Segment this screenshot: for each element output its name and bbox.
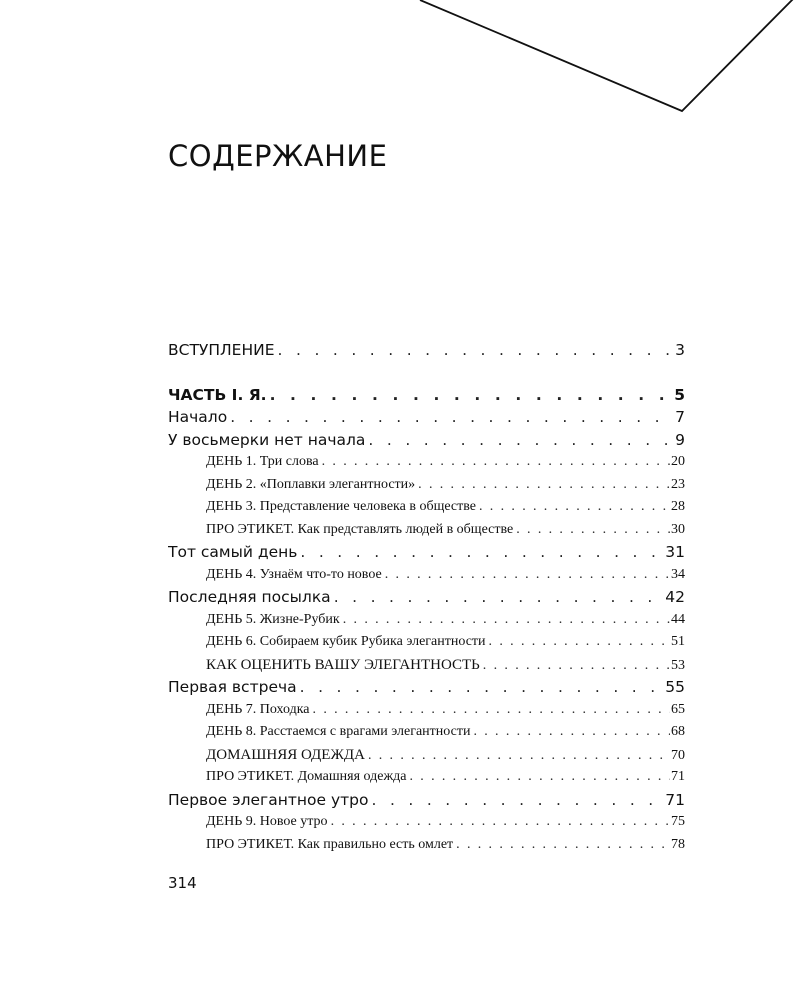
toc-entry-label: ДЕНЬ 5. Жизне-Рубик xyxy=(206,611,340,627)
toc-entry-label: ВСТУПЛЕНИЕ xyxy=(168,341,275,359)
toc-entry[interactable] xyxy=(168,339,685,362)
toc-entry[interactable] xyxy=(168,496,685,519)
toc-entry[interactable] xyxy=(168,541,685,564)
toc-entry-page: 28 xyxy=(671,499,685,514)
dot-leader xyxy=(278,339,675,362)
toc-entry-label: ДЕНЬ 3. Представление человека в обществе xyxy=(206,499,476,514)
dot-leader xyxy=(230,406,674,429)
toc-entry[interactable] xyxy=(168,766,685,789)
toc-entry-page: 75 xyxy=(671,814,685,829)
page-title: СОДЕРЖАНИЕ xyxy=(168,139,388,173)
toc-entry[interactable] xyxy=(168,474,685,497)
dot-leader xyxy=(334,586,665,609)
table-of-contents xyxy=(168,339,685,856)
dot-leader xyxy=(516,519,670,542)
toc-entry-label: ПРО ЭТИКЕТ. Как правильно есть омлет xyxy=(206,836,454,852)
toc-entry-page: 5 xyxy=(674,385,685,404)
toc-entry-label: ДЕНЬ 1. Три слова xyxy=(206,454,319,469)
toc-entry[interactable] xyxy=(168,519,685,542)
toc-entry[interactable] xyxy=(168,654,685,677)
toc-entry-label: Тот самый день xyxy=(168,543,298,561)
dot-leader xyxy=(322,451,670,474)
toc-entry-page: 44 xyxy=(671,611,685,627)
toc-entry[interactable] xyxy=(168,586,685,609)
dot-leader xyxy=(313,699,670,722)
toc-entry-page: 53 xyxy=(671,657,685,673)
toc-entry-label: ПРО ЭТИКЕТ. Домашняя одежда xyxy=(206,769,407,784)
toc-entry[interactable] xyxy=(168,609,685,632)
dot-leader xyxy=(368,429,674,452)
toc-entry[interactable] xyxy=(168,406,685,429)
toc-entry-page: 30 xyxy=(671,521,685,537)
toc-entry-page: 31 xyxy=(665,543,685,561)
toc-entry[interactable] xyxy=(168,834,685,857)
toc-entry[interactable] xyxy=(168,451,685,474)
toc-entry-page: 68 xyxy=(671,724,685,739)
toc-entry-label: ПРО ЭТИКЕТ. Как представлять людей в обществе xyxy=(206,521,514,537)
toc-entry[interactable] xyxy=(168,429,685,452)
toc-entry-label: ЧАСТЬ I. Я. xyxy=(168,385,267,404)
toc-entry-page: 55 xyxy=(665,678,685,696)
dot-leader xyxy=(343,609,670,632)
toc-entry[interactable] xyxy=(168,384,685,407)
toc-entry-label: Первое элегантное утро xyxy=(168,790,369,809)
toc-entry-page: 7 xyxy=(675,408,685,426)
dot-leader xyxy=(456,834,670,857)
dot-leader xyxy=(331,811,670,834)
dot-leader xyxy=(300,676,665,699)
corner-line-decoration xyxy=(0,0,800,130)
dot-leader xyxy=(473,721,670,744)
toc-entry[interactable] xyxy=(168,699,685,722)
toc-entry-page: 20 xyxy=(671,454,685,469)
toc-entry-label: ДЕНЬ 2. «Поплавки элегантности» xyxy=(206,476,416,492)
toc-entry-label: ДЕНЬ 8. Расстаемся с врагами элегантности xyxy=(206,724,471,739)
toc-entry[interactable] xyxy=(168,744,685,767)
toc-entry-page: 78 xyxy=(671,836,685,852)
dot-leader xyxy=(368,745,670,767)
toc-entry[interactable] xyxy=(168,811,685,834)
dot-leader xyxy=(300,541,664,564)
toc-entry-page: 9 xyxy=(675,430,685,449)
toc-entry-page: 71 xyxy=(665,790,685,809)
toc-entry-label: У восьмерки нет начала xyxy=(168,430,366,449)
toc-entry-page: 65 xyxy=(671,701,685,717)
dot-leader xyxy=(418,474,670,497)
page-number: 314 xyxy=(168,874,197,892)
dot-leader xyxy=(489,631,670,654)
toc-entry[interactable] xyxy=(168,631,685,654)
toc-entry[interactable] xyxy=(168,789,685,812)
toc-entry-label: Последняя посылка xyxy=(168,588,331,606)
toc-entry-label: ДЕНЬ 7. Походка xyxy=(206,701,310,717)
dot-leader xyxy=(385,564,670,587)
section-gap xyxy=(168,362,685,384)
toc-entry-label: Первая встреча xyxy=(168,678,297,696)
toc-entry[interactable] xyxy=(168,564,685,587)
toc-entry[interactable] xyxy=(168,676,685,699)
dot-leader xyxy=(270,384,674,407)
toc-entry-page: 42 xyxy=(665,588,685,606)
toc-entry-page: 3 xyxy=(675,341,685,359)
toc-entry-label: КАК ОЦЕНИТЬ ВАШУ ЭЛЕГАНТНОСТЬ xyxy=(206,656,480,673)
toc-entry-page: 51 xyxy=(671,634,685,649)
dot-leader xyxy=(479,496,670,519)
toc-entry-page: 34 xyxy=(671,566,685,582)
toc-entry-label: ДЕНЬ 6. Собираем кубик Рубика элегантности xyxy=(206,634,486,649)
dot-leader xyxy=(483,655,670,677)
toc-entry-page: 23 xyxy=(671,476,685,492)
toc-entry-label: ДОМАШНЯЯ ОДЕЖДА xyxy=(206,746,365,763)
toc-entry[interactable] xyxy=(168,721,685,744)
dot-leader xyxy=(409,766,670,789)
toc-entry-page: 70 xyxy=(671,747,685,763)
toc-entry-label: ДЕНЬ 4. Узнаём что-то новое xyxy=(206,566,382,582)
dot-leader xyxy=(371,789,664,812)
toc-entry-label: Начало xyxy=(168,408,228,426)
toc-entry-page: 71 xyxy=(671,769,685,784)
toc-entry-label: ДЕНЬ 9. Новое утро xyxy=(206,814,328,829)
